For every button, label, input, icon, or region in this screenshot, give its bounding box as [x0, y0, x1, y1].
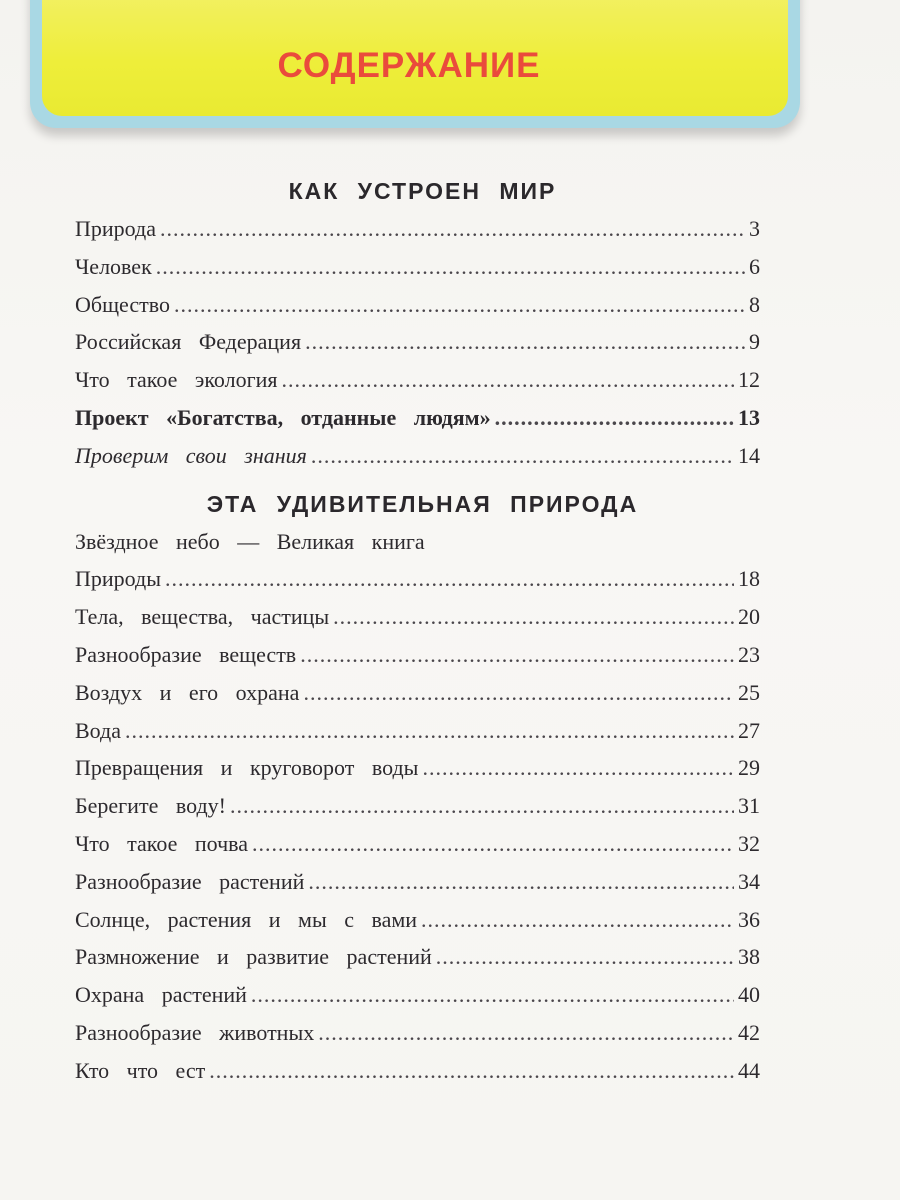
dot-leader [495, 399, 734, 437]
toc-entry[interactable] [75, 286, 760, 324]
dot-leader [318, 1014, 734, 1052]
dot-leader [125, 712, 734, 750]
dot-leader [156, 248, 745, 286]
toc-entry-title: Природы [75, 566, 162, 592]
toc-entry[interactable] [75, 674, 760, 712]
dot-leader [300, 636, 734, 674]
dot-leader [305, 323, 745, 361]
dot-leader [421, 901, 734, 939]
toc-entry-title: Общество [75, 291, 170, 317]
toc-entry-title: Солнце, растения и мы с вами [75, 906, 418, 932]
section-heading-amazing-nature: ЭТА УДИВИТЕЛЬНАЯ ПРИРОДА [206, 490, 639, 517]
dot-leader [282, 361, 735, 399]
dot-leader [308, 863, 734, 901]
toc-entry-page: 34 [738, 868, 760, 894]
toc-entry[interactable] [75, 863, 760, 901]
dot-leader [160, 210, 745, 248]
toc-entry-page: 31 [738, 793, 760, 819]
toc-entry-page: 27 [738, 717, 760, 743]
toc-entry-title: Охрана растений [75, 982, 247, 1008]
toc-entry-page: 25 [738, 679, 760, 705]
toc-entry-title: Российская Федерация [75, 329, 302, 355]
toc-entry-title: Проект «Богатства, отданные людям» [75, 404, 491, 430]
toc-entry[interactable] [75, 560, 760, 598]
toc-entry-title: Что такое экология [75, 367, 278, 393]
toc-entry[interactable] [75, 361, 760, 399]
toc-entry-title: Тела, вещества, частицы [75, 604, 330, 630]
toc-entry-page: 13 [738, 404, 760, 430]
dot-leader [311, 437, 734, 475]
toc-entry[interactable] [75, 210, 760, 248]
toc-entry-project[interactable] [75, 399, 760, 437]
toc-entry-title: Что такое почва [75, 830, 249, 856]
toc-entry-page: 23 [738, 641, 760, 667]
toc-entry-title: Кто что ест [75, 1057, 206, 1083]
toc-entry-page: 3 [749, 216, 760, 241]
section-heading-how-world-works: КАК УСТРОЕН МИР [288, 178, 557, 204]
toc-entry[interactable] [75, 825, 760, 863]
toc-entry[interactable] [75, 1014, 760, 1052]
dot-leader [252, 825, 734, 863]
toc-entry-page: 38 [738, 944, 760, 970]
toc-entry-page: 32 [738, 830, 760, 856]
header-banner-frame [30, 0, 800, 128]
toc-entry[interactable] [75, 787, 760, 825]
page-title: СОДЕРЖАНИЕ [277, 46, 541, 85]
toc-entry-title: Берегите воду! [75, 793, 226, 819]
toc-entry-page: 8 [749, 291, 760, 317]
toc-entry[interactable] [75, 976, 760, 1014]
dot-leader [209, 1052, 734, 1090]
dot-leader [174, 286, 745, 324]
toc-entry-page: 14 [738, 442, 760, 468]
toc-entry[interactable] [75, 749, 760, 787]
toc-entry-title: Человек [75, 253, 152, 279]
toc-entry-page: 40 [738, 982, 760, 1008]
dot-leader [436, 938, 734, 976]
toc-entry[interactable] [75, 598, 760, 636]
toc-entry[interactable] [75, 1052, 760, 1090]
toc-entry-page: 12 [738, 367, 760, 393]
dot-leader [230, 787, 734, 825]
dot-leader [422, 749, 734, 787]
toc-entry[interactable] [75, 636, 760, 674]
toc-entry-title-line1[interactable]: Звёздное небо — Великая книга [75, 528, 425, 554]
toc-entry-title: Разнообразие растений [75, 868, 305, 894]
toc-entry-title: Воздух и его охрана [75, 679, 300, 705]
toc-entry[interactable] [75, 248, 760, 286]
toc-entry[interactable] [75, 712, 760, 750]
toc-entry-title: Превращения и круговорот воды [75, 755, 419, 781]
toc-entry-page: 18 [738, 566, 760, 592]
dot-leader [333, 598, 734, 636]
toc-entry-page: 6 [749, 253, 760, 279]
toc-entry-title: Проверим свои знания [75, 442, 307, 468]
dot-leader [251, 976, 734, 1014]
toc-entry-page: 29 [738, 755, 760, 781]
table-of-contents [75, 172, 760, 1090]
toc-entry-page: 44 [738, 1057, 760, 1083]
dot-leader [303, 674, 734, 712]
toc-entry-title: Вода [75, 717, 121, 743]
dot-leader [165, 560, 734, 598]
toc-entry[interactable] [75, 323, 760, 361]
toc-entry-page: 42 [738, 1019, 760, 1045]
toc-entry-title: Разнообразие животных [75, 1019, 315, 1045]
toc-entry[interactable] [75, 901, 760, 939]
toc-entry-title: Разнообразие веществ [75, 641, 297, 667]
toc-entry-page: 9 [749, 329, 760, 355]
toc-entry-page: 36 [738, 906, 760, 932]
toc-entry-title: Размножение и развитие растений [75, 944, 432, 970]
toc-entry-page: 20 [738, 604, 760, 630]
toc-entry-title: Природа [75, 216, 156, 241]
header-banner [42, 0, 788, 116]
toc-entry[interactable] [75, 938, 760, 976]
toc-entry-review[interactable] [75, 437, 760, 475]
